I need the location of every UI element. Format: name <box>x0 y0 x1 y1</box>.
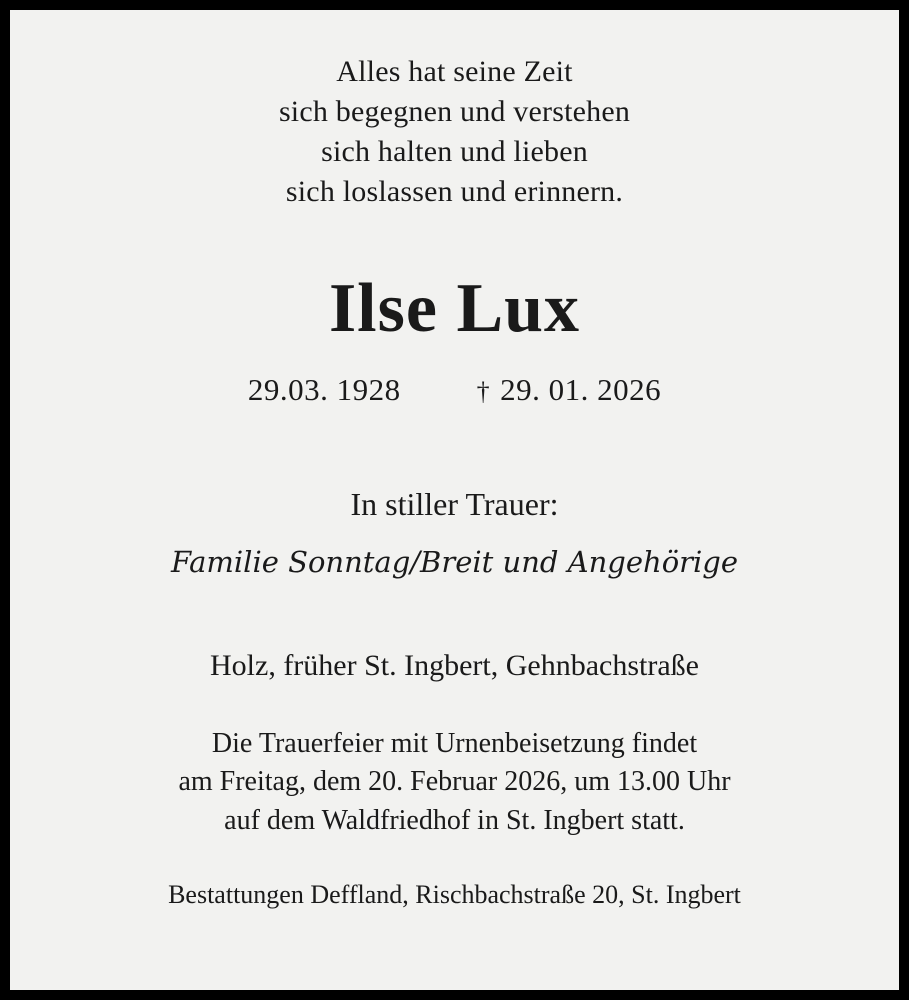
ceremony-line-2: am Freitag, dem 20. Februar 2026, um 13.00 Uhr <box>178 766 731 798</box>
deceased-name: Ilse Lux <box>328 269 581 347</box>
poem-block <box>279 52 630 212</box>
ceremony-details <box>178 725 730 841</box>
poem-line-3: sich halten und lieben <box>321 134 588 168</box>
death-date: 29. 01. 2026 <box>500 371 662 407</box>
mourning-title: In stiller Trauer: <box>350 485 559 522</box>
undertaker-line: Bestattungen Deffland, Rischbachstraße 20, St. Ingbert <box>168 880 741 910</box>
life-dates <box>248 372 661 408</box>
residence-line: Holz, früher St. Ingbert, Gehnbachstraße <box>210 648 699 682</box>
birth-date: 29.03. 1928 <box>247 371 401 407</box>
poem-line-2: sich begegnen und verstehen <box>278 94 631 128</box>
cross-icon: † <box>476 376 491 406</box>
poem-line-1: Alles hat seine Zeit <box>336 55 573 88</box>
ceremony-line-3: auf dem Waldfriedhof in St. Ingbert statt. <box>224 804 685 836</box>
obituary-notice <box>10 10 899 990</box>
ceremony-line-1: Die Trauerfeier mit Urnenbeisetzung findet <box>211 727 698 759</box>
poem-line-4: sich loslassen und erinnern. <box>285 174 624 208</box>
mourning-family: Familie Sonntag/Breit und Angehörige <box>170 544 739 579</box>
